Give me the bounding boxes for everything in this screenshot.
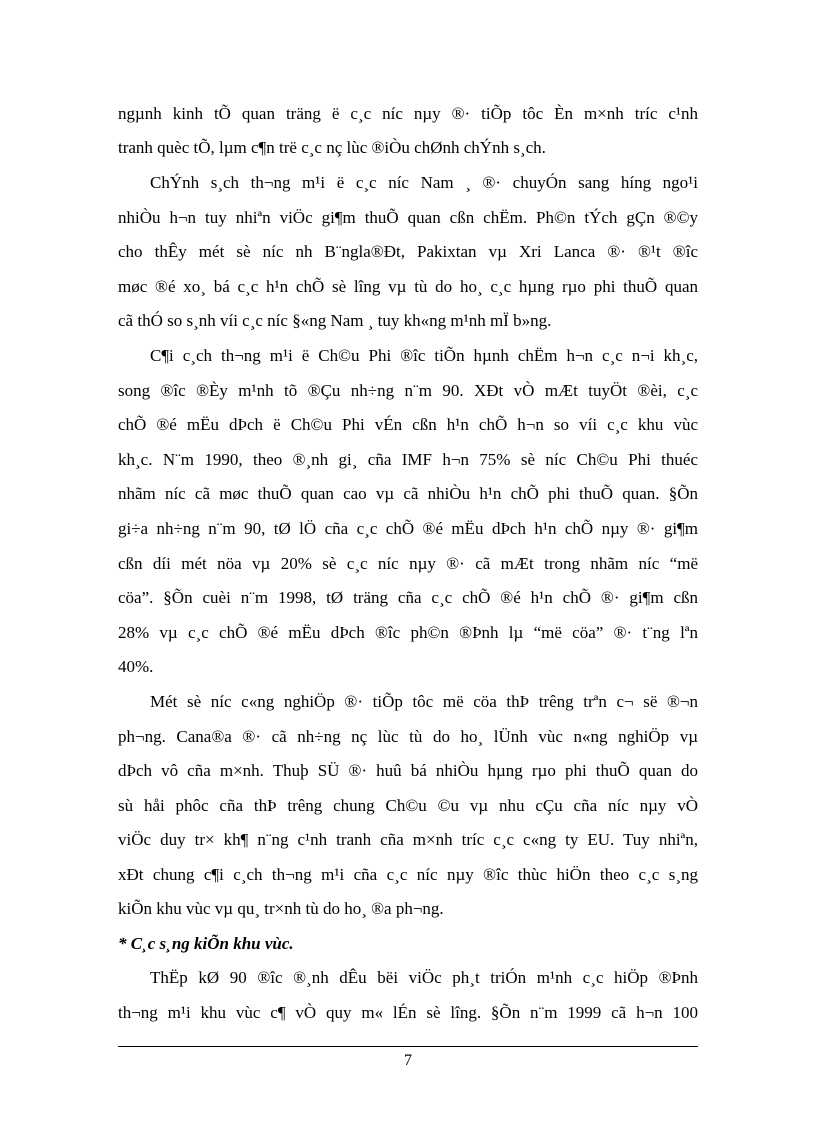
text-line: nhiÒu h¬n tuy nhiªn viÖc gi¶m thuÕ quan cßn chËm. Ph©n tÝch gÇn ®©y: [118, 208, 698, 227]
text-line: 28% vµ c¸c chÕ ®é mËu dÞch ®îc ph©n ®Þnh lµ “më cöa” ®· t¨ng lªn: [118, 623, 698, 642]
text-line: ngµnh kinh tÕ quan träng ë c¸c níc nµy ®· tiÕp tôc Èn m×nh tríc c¹nh: [118, 104, 698, 123]
text-line: tranh quèc tÕ, lµm c¶n trë c¸c nç lùc ®iÒu chØnh chÝnh s¸ch.: [118, 138, 546, 157]
text-line: cho thÊy mét sè níc nh B¨ngla®Ðt, Pakixtan vµ Xri Lanca ®· ®¹t ®îc: [118, 242, 698, 261]
text-line: kiÕn khu vùc vµ qu¸ tr×nh tù do ho¸ ®a ph¬ng.: [118, 899, 444, 918]
text-line: th¬ng m¹i khu vùc c¶ vÒ quy m« lÉn sè lîng. §Õn n¨m 1999 cã h¬n 100: [118, 1003, 698, 1022]
text-line: ph¬ng. Cana®a ®· cã nh÷ng nç lùc tù do ho¸ lÜnh vùc n«ng nghiÖp vµ: [118, 727, 698, 746]
text-line: ChÝnh s¸ch th¬ng m¹i ë c¸c níc Nam ¸ ®· chuyÓn sang híng ngo¹i: [150, 173, 698, 192]
text-line: song ®îc ®Èy m¹nh tõ ®Çu nh÷ng n¨m 90. XÐt vÒ mÆt tuyÖt ®èi, c¸c: [118, 381, 698, 400]
page-number: 7: [404, 1052, 412, 1069]
text-line: 40%.: [118, 657, 154, 676]
text-line: gi÷a nh÷ng n¨m 90, tØ lÖ cña c¸c chÕ ®é mËu dÞch h¹n chÕ nµy ®· gi¶m: [118, 519, 698, 538]
text-line: cã thÓ so s¸nh víi c¸c níc §«ng Nam ¸ tuy kh«ng m¹nh mÏ b»ng.: [118, 311, 552, 330]
section-heading: * C¸c s¸ng kiÕn khu vùc.: [118, 934, 294, 953]
text-line: cöa”. §Õn cuèi n¨m 1998, tØ träng cña c¸c chÕ ®é h¹n chÕ ®· gi¶m cßn: [118, 588, 698, 607]
text-line: viÖc duy tr× kh¶ n¨ng c¹nh tranh cña m×nh tríc c¸c c«ng ty EU. Tuy nhiªn,: [118, 830, 698, 849]
text-line: nhãm níc cã møc thuÕ quan cao vµ cã nhiÒu h¹n chÕ phi thuÕ quan. §Õn: [118, 484, 698, 503]
text-line: chÕ ®é mËu dÞch ë Ch©u Phi vÉn cßn h¹n chÕ h¬n so víi c¸c khu vùc: [118, 415, 698, 434]
text-line: Mét sè níc c«ng nghiÖp ®· tiÕp tôc më cöa thÞ trêng trªn c¬ së ®¬n: [150, 692, 698, 711]
text-line: cßn díi mét nöa vµ 20% sè c¸c níc nµy ®· cã mÆt trong nhãm níc “më: [118, 554, 698, 573]
footer-divider: [118, 1046, 698, 1047]
text-line: C¶i c¸ch th¬ng m¹i ë Ch©u Phi ®îc tiÕn hµnh chËm h¬n c¸c n¬i kh¸c,: [150, 346, 698, 365]
text-line: xÐt chung c¶i c¸ch th¬ng m¹i cña c¸c níc nµy ®îc thùc hiÖn theo c¸c s¸ng: [118, 865, 698, 884]
text-line: ThËp kØ 90 ®îc ®¸nh dÊu bëi viÖc ph¸t triÓn m¹nh c¸c hiÖp ®Þnh: [150, 968, 698, 987]
text-line: møc ®é xo¸ bá c¸c h¹n chÕ sè lîng vµ tù do ho¸ c¸c hµng rµo phi thuÕ quan: [118, 277, 698, 296]
text-line: sù håi phôc cña thÞ trêng chung Ch©u ©u vµ nhu cÇu cña níc nµy vÒ: [118, 796, 698, 815]
text-line: dÞch vô cña m×nh. Thuþ SÜ ®· huû bá nhiÒu hµng rµo phi thuÕ quan do: [118, 761, 698, 780]
text-line: kh¸c. N¨m 1990, theo ®¸nh gi¸ cña IMF h¬n 75% sè níc Ch©u Phi thuéc: [118, 450, 698, 469]
